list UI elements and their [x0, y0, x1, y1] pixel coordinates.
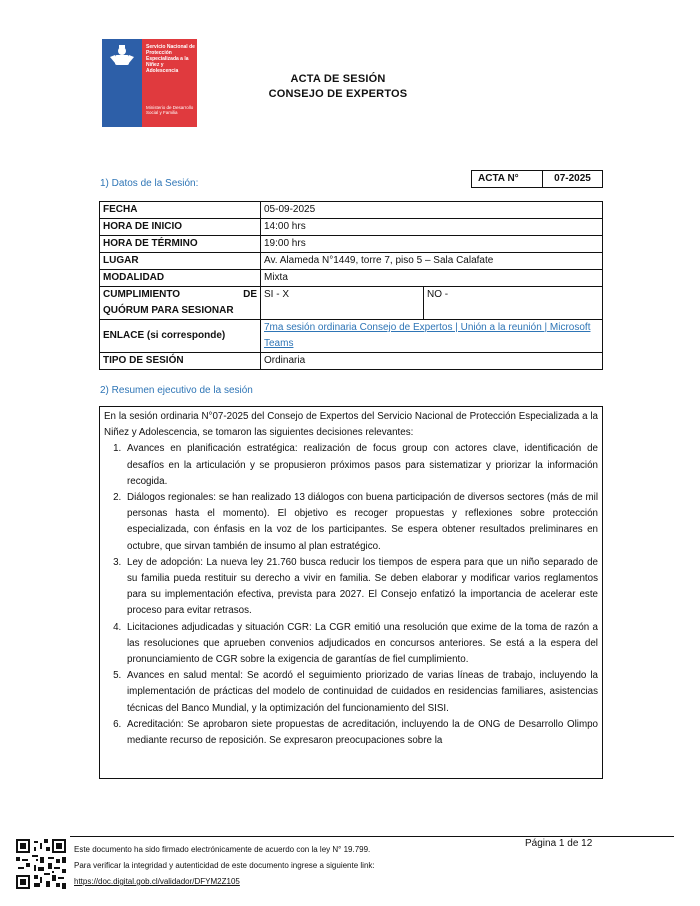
acta-label: ACTA N° [472, 171, 543, 187]
table-row [100, 236, 603, 253]
termino-value: 19:00 hrs [261, 236, 603, 253]
enlace-label: ENLACE (si corresponde) [100, 320, 261, 353]
quorum-label-a: CUMPLIMIENTO [103, 289, 181, 300]
modalidad-label: MODALIDAD [100, 270, 261, 287]
summary-list [104, 441, 598, 749]
qr-code-icon [16, 839, 66, 889]
section-2-heading: 2) Resumen ejecutivo de la sesión [100, 385, 253, 396]
quorum-no: NO - [424, 287, 603, 320]
acta-value: 07-2025 [554, 173, 591, 184]
acta-number-box [471, 170, 603, 188]
table-row [100, 202, 603, 219]
list-item: 1. Avances en planificación estratégica: realización de focus group con actores clave, identificación de desafíos en la articulación y se propusieron próximos pasos para sistematizar y priorizar la información recogida. [124, 441, 598, 490]
tipo-value: Ordinaria [261, 353, 603, 370]
verification-link[interactable]: https://doc.digital.gob.cl/validador/DFYM2Z105 [74, 877, 240, 886]
list-item: 6. Acreditación: Se aprobaron siete propuestas de acreditación, incluyendo la de ONG de Desarrollo Olimpo mediante recurso de reposición. Se expresaron preocupaciones sobre la [124, 717, 598, 749]
enlace-cell [261, 320, 603, 353]
session-data-table [99, 201, 603, 370]
quorum-si: SI - X [261, 287, 424, 320]
list-item: 2. Diálogos regionales: se han realizado 13 diálogos con buena participación de diversos sectores (más de mil personas hasta el momento). El objetivo es recoger propuestas y reflexiones sobre protección especializada, con énfasis en la voz de los participantes. Se espera obtener resultados preliminares en octubre, que sirvan también de insumo al plan estratégico. [124, 490, 598, 555]
title-line-1: ACTA DE SESIÓN [290, 73, 386, 85]
footer-signature-note: Este documento ha sido firmado electrónicamente de acuerdo con la ley N° 19.799. [74, 845, 371, 854]
list-item: 4. Licitaciones adjudicadas y situación CGR: La CGR emitió una resolución que exime de la toma de razón a las resoluciones que aprueben convenios adjudicados en concursos anteriores. Se está a la espera del pronunciamiento de CGR sobre la exigencia de garantías de fiel cumplimiento. [124, 620, 598, 669]
teams-meeting-link[interactable]: 7ma sesión ordinaria Consejo de Expertos | Unión a la reunión | Microsoft Teams [264, 322, 591, 349]
summary-intro: En la sesión ordinaria N°07-2025 del Consejo de Expertos del Servicio Nacional de Protección Especializada a la Niñez y Adolescencia, se tomaron las siguientes decisiones relevantes: [104, 411, 598, 439]
quorum-label-c: QUÓRUM PARA SESIONAR [103, 305, 234, 316]
logo-subtext: Ministerio de Desarrollo Social y Familia [146, 105, 194, 115]
lugar-label: LUGAR [100, 253, 261, 270]
fecha-label: FECHA [100, 202, 261, 219]
table-row [100, 253, 603, 270]
page-number: Página 1 de 12 [525, 838, 593, 849]
footer-verify-note: Para verificar la integridad y autenticidad de este documento ingrese a siguiente link: [74, 861, 375, 870]
logo-text: Servicio Nacional de Protección Especializada a la Niñez y Adolescencia [146, 44, 195, 74]
executive-summary-box [99, 406, 603, 779]
institution-logo [102, 39, 197, 127]
list-item: 5. Avances en salud mental: Se acordó el seguimiento priorizado de varias líneas de trabajo, incluyendo la implementación de prácticas del modelo de continuidad de cuidados en residencias familiares, asistencias técnicas del Banco Mundial, y la optimización del funcionamiento del SISI. [124, 668, 598, 717]
inicio-label: HORA DE INICIO [100, 219, 261, 236]
table-row [100, 353, 603, 370]
quorum-label-b: DE [243, 289, 257, 300]
inicio-value: 14:00 hrs [261, 219, 603, 236]
list-item: 3. Ley de adopción: La nueva ley 21.760 busca reducir los tiempos de espera para que un niño separado de su familia pueda restituir su derecho a vivir en familia. Se deben elaborar y modificar varios reglamentos para su implementación efectiva, prevista para 2027. El Consejo enfatizó la importancia de acelerar este proceso para evitar retrasos. [124, 555, 598, 620]
title-line-2: CONSEJO DE EXPERTOS [268, 88, 408, 100]
footer-divider [70, 836, 674, 837]
document-title [200, 72, 476, 102]
quorum-label [100, 287, 261, 320]
quorum-label-top [103, 287, 257, 303]
table-row [100, 287, 603, 320]
table-row [100, 270, 603, 287]
modalidad-value: Mixta [261, 270, 603, 287]
tipo-label: TIPO DE SESIÓN [100, 353, 261, 370]
table-row [100, 219, 603, 236]
lugar-value: Av. Alameda N°1449, torre 7, piso 5 – Sala Calafate [261, 253, 603, 270]
termino-label: HORA DE TÉRMINO [100, 236, 261, 253]
table-row [100, 320, 603, 353]
coat-of-arms-icon [107, 43, 137, 71]
fecha-value: 05-09-2025 [261, 202, 603, 219]
section-1-heading: 1) Datos de la Sesión: [100, 178, 199, 189]
